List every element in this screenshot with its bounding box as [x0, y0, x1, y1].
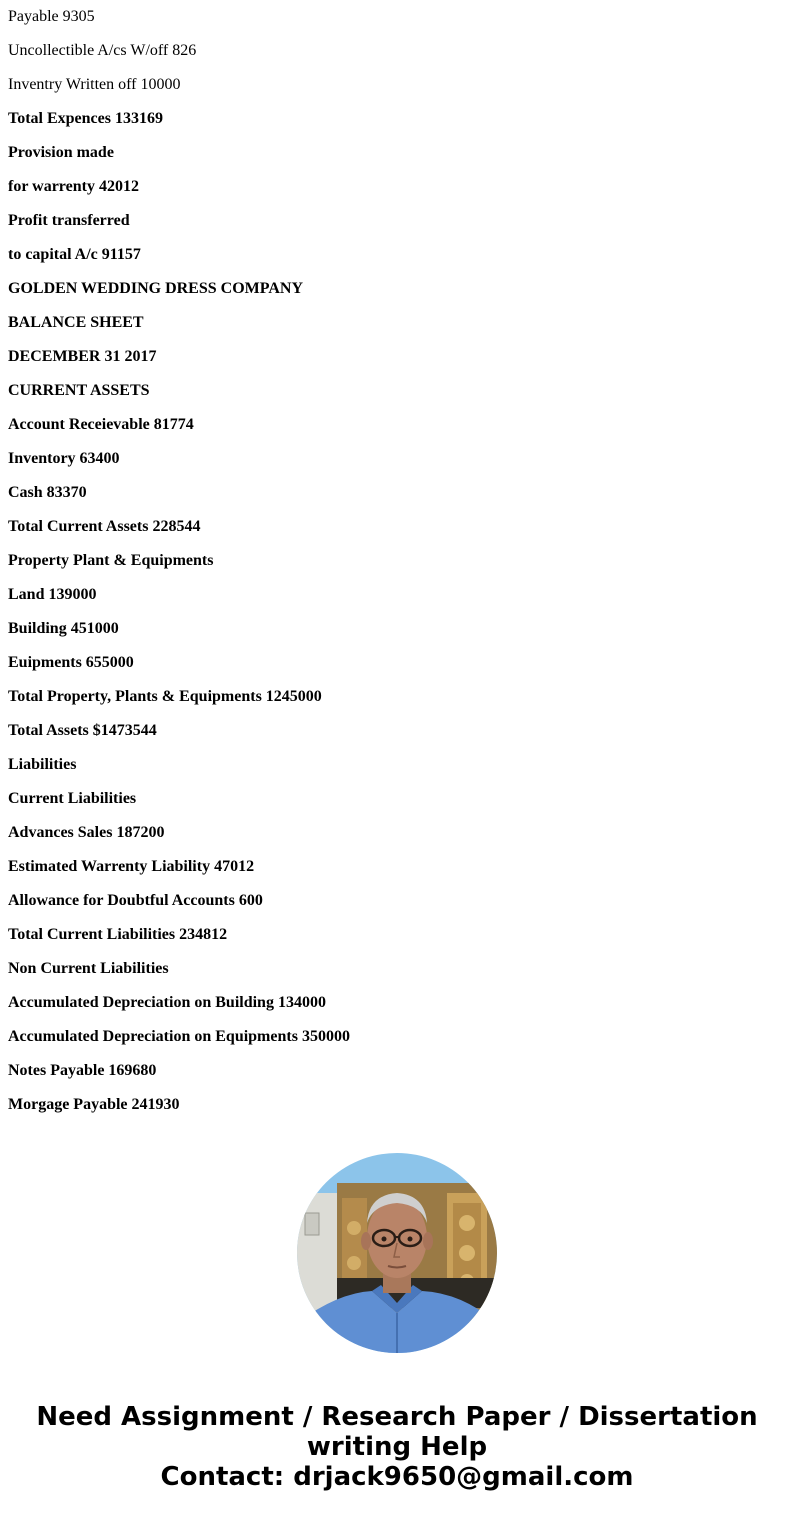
- document-line: Total Property, Plants & Equipments 1245000: [8, 688, 322, 705]
- document-line: Cash 83370: [8, 484, 87, 501]
- document-line: Advances Sales 187200: [8, 824, 165, 841]
- author-avatar: [297, 1153, 497, 1353]
- document-line: Provision made: [8, 144, 114, 161]
- cta-line-1: Need Assignment / Research Paper / Dissertation: [36, 1402, 758, 1432]
- cta-contact-line: Contact: drjack9650@gmail.com: [160, 1462, 634, 1492]
- document-line: Total Current Assets 228544: [8, 518, 201, 535]
- document-line: for warrenty 42012: [8, 178, 139, 195]
- document-line: Total Expences 133169: [8, 110, 163, 127]
- document-line: Payable 9305: [8, 8, 95, 25]
- cta-line-2: writing Help: [306, 1432, 488, 1462]
- document-line: to capital A/c 91157: [8, 246, 141, 263]
- document-line: Accumulated Depreciation on Equipments 350000: [8, 1028, 350, 1045]
- document-line: Total Assets $1473544: [8, 722, 157, 739]
- document-line: Current Liabilities: [8, 790, 137, 807]
- document-line: Morgage Payable 241930: [8, 1096, 180, 1113]
- document-line: GOLDEN WEDDING DRESS COMPANY: [8, 280, 303, 297]
- document-line: Property Plant & Equipments: [8, 552, 214, 569]
- document-line: Inventory 63400: [8, 450, 120, 467]
- document-line: Euipments 655000: [8, 654, 134, 671]
- document-line: Profit transferred: [8, 212, 130, 229]
- document-line: BALANCE SHEET: [8, 314, 144, 331]
- portrait-image: [297, 1153, 497, 1353]
- document-line: Notes Payable 169680: [8, 1062, 157, 1079]
- document-line: Total Current Liabilities 234812: [8, 926, 228, 943]
- document-line: Non Current Liabilities: [8, 960, 169, 977]
- document-line: Inventry Written off 10000: [8, 76, 181, 93]
- contact-banner: [0, 1402, 794, 1492]
- document-line: Accumulated Depreciation on Building 134000: [8, 994, 326, 1011]
- document-line: Allowance for Doubtful Accounts 600: [8, 892, 263, 909]
- document-line: DECEMBER 31 2017: [8, 348, 157, 365]
- document-line: Estimated Warrenty Liability 47012: [8, 858, 255, 875]
- document-line: Uncollectible A/cs W/off 826: [8, 42, 197, 59]
- document-line: Land 139000: [8, 586, 97, 603]
- document-line: CURRENT ASSETS: [8, 382, 150, 399]
- document-line: Account Receievable 81774: [8, 416, 194, 433]
- document-line: Building 451000: [8, 620, 119, 637]
- document-line: Liabilities: [8, 756, 77, 773]
